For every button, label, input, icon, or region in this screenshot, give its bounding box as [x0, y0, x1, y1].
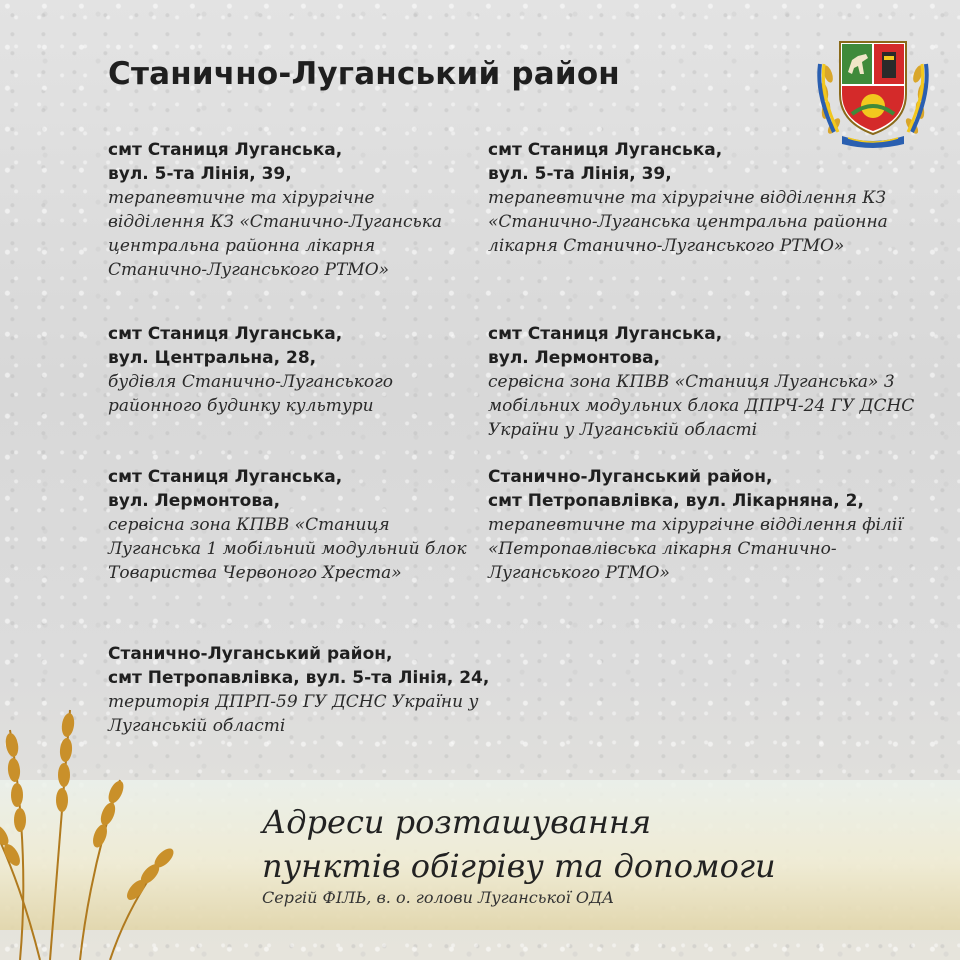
- banner-title-line: пунктів обігріву та допомоги: [262, 847, 776, 885]
- address-entry: [108, 322, 468, 418]
- entry-description: терапевтичне та хірургічне відділення КЗ «Станично-Луганська центральна районна лікарня Станично-Луганського РТМО»: [108, 188, 443, 280]
- luhansk-oblast-coat-of-arms-icon: [812, 34, 934, 152]
- entry-address-line: Станично-Луганський район,: [108, 644, 393, 664]
- entry-description: сервісна зона КПВВ «Станиця Луганська 1 мобільний модульний блок Товариства Червоного Хреста»: [108, 515, 467, 583]
- entry-address-line: вул. Лермонтова,: [488, 348, 661, 368]
- entry-address-line: смт Петропавлівка, вул. Лікарняна, 2,: [488, 491, 864, 511]
- entry-description: будівля Станично-Луганського районного будинку культури: [108, 372, 393, 416]
- entry-address-line: смт Станиця Луганська,: [108, 467, 343, 487]
- entry-address-line: Станично-Луганський район,: [488, 467, 773, 487]
- address-entry: [108, 138, 468, 282]
- entry-description: терапевтичне та хірургічне відділення КЗ «Станично-Луганська центральна районна лікарня Станично-Луганського РТМО»: [488, 188, 888, 256]
- entry-address-line: вул. 5-та Лінія, 39,: [108, 164, 292, 184]
- entry-address-line: вул. 5-та Лінія, 39,: [488, 164, 672, 184]
- entry-description: сервісна зона КПВВ «Станиця Луганська» 3 мобільних модульних блока ДПРЧ-24 ГУ ДСНС України у Луганській області: [488, 372, 915, 440]
- address-entry: [488, 322, 948, 442]
- page-title: Станично-Луганський район: [108, 56, 620, 92]
- address-entry: [488, 138, 948, 258]
- wheat-ears-icon: [0, 650, 200, 960]
- banner-author: Сергій ФІЛЬ, в. о. голови Луганської ОДА: [262, 888, 615, 907]
- entry-description: територія ДПРП-59 ГУ ДСНС України у Луганській області: [108, 692, 479, 736]
- entry-description: терапевтичне та хірургічне відділення філії «Петропавлівська лікарня Станично-Луганського РТМО»: [488, 515, 903, 583]
- entry-address-line: смт Станиця Луганська,: [488, 324, 723, 344]
- entry-address-line: смт Станиця Луганська,: [488, 140, 723, 160]
- address-entry: [108, 465, 468, 585]
- entry-address-line: вул. Лермонтова,: [108, 491, 281, 511]
- entry-address-line: смт Петропавлівка, вул. 5-та Лінія, 24,: [108, 668, 490, 688]
- banner-title: [262, 800, 776, 888]
- entry-address-line: смт Станиця Луганська,: [108, 324, 343, 344]
- entry-address-line: смт Станиця Луганська,: [108, 140, 343, 160]
- banner-title-line: Адреси розташування: [262, 803, 652, 841]
- entry-address-line: вул. Центральна, 28,: [108, 348, 317, 368]
- address-entry: [488, 465, 948, 585]
